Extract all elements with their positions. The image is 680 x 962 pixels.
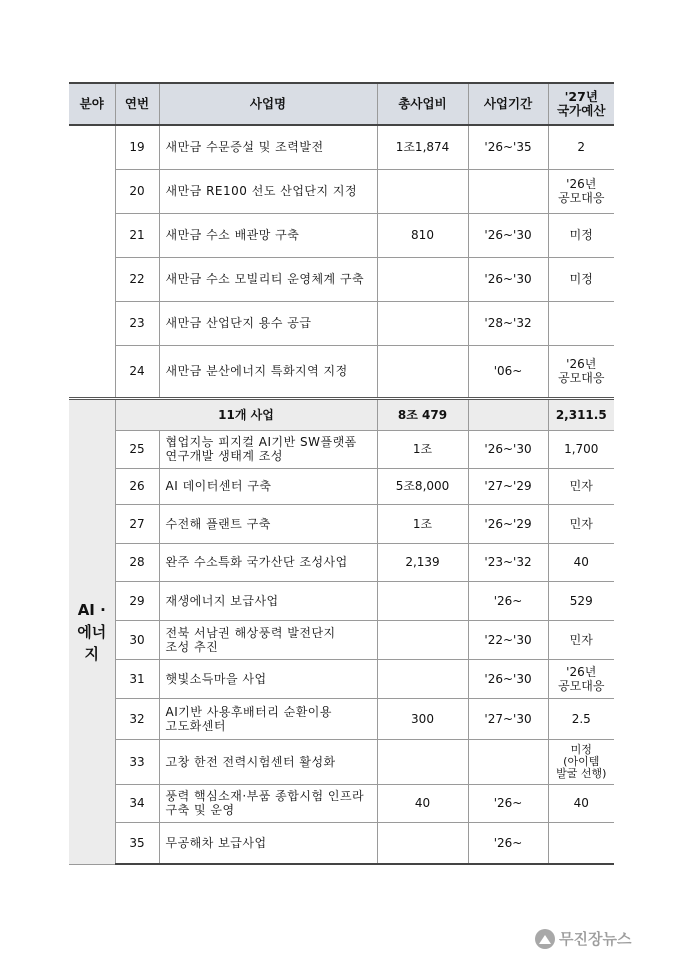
budget-cell: [548, 822, 614, 864]
cost-cell: 5조8,000: [377, 468, 468, 504]
cost-cell: 1조: [377, 430, 468, 468]
seq-cell: 30: [115, 620, 159, 659]
budget-cell: [548, 301, 614, 345]
name-cell: 재생에너지 보급사업: [159, 581, 377, 620]
period-cell: '28~'32: [468, 301, 548, 345]
name-cell: 새만금 분산에너지 특화지역 지정: [159, 345, 377, 398]
table-row: [69, 581, 614, 620]
name-cell: 새만금 수소 배관망 구축: [159, 213, 377, 257]
budget-cell: 민자: [548, 504, 614, 543]
table-row: [69, 468, 614, 504]
cost-cell: 2,139: [377, 543, 468, 581]
summary-budget: 2,311.5: [548, 398, 614, 430]
name-cell: 고창 한전 전력시험센터 활성화: [159, 739, 377, 784]
cost-cell: [377, 659, 468, 698]
period-cell: '23~'32: [468, 543, 548, 581]
table-row: [69, 620, 614, 659]
name-cell: AI기반 사용후배터리 순환이용 고도화센터: [159, 698, 377, 739]
seq-cell: 28: [115, 543, 159, 581]
cost-cell: [377, 301, 468, 345]
summary-cost: 8조 479: [377, 398, 468, 430]
cost-cell: [377, 169, 468, 213]
seq-cell: 19: [115, 125, 159, 169]
table-row: [69, 213, 614, 257]
cost-cell: 1조: [377, 504, 468, 543]
budget-cell: 40: [548, 543, 614, 581]
seq-cell: 26: [115, 468, 159, 504]
budget-cell: 1,700: [548, 430, 614, 468]
seq-cell: 29: [115, 581, 159, 620]
period-cell: [468, 169, 548, 213]
field-cell-blank: [69, 125, 115, 398]
name-cell: 새만금 산업단지 용수 공급: [159, 301, 377, 345]
cost-cell: 810: [377, 213, 468, 257]
period-cell: '26~: [468, 784, 548, 822]
name-cell: 무공해차 보급사업: [159, 822, 377, 864]
header-seq: 연번: [115, 83, 159, 125]
table-row: [69, 169, 614, 213]
summary-period: [468, 398, 548, 430]
table-row: [69, 739, 614, 784]
budget-cell: 2: [548, 125, 614, 169]
header-period: 사업기간: [468, 83, 548, 125]
table-row: [69, 784, 614, 822]
header-row: [69, 83, 614, 125]
budget-cell: 민자: [548, 468, 614, 504]
table-row: [69, 430, 614, 468]
name-cell: 풍력 핵심소재·부품 종합시험 인프라 구축 및 운영: [159, 784, 377, 822]
period-cell: '27~'29: [468, 468, 548, 504]
name-cell: 전북 서남권 해상풍력 발전단지 조성 추진: [159, 620, 377, 659]
cost-cell: [377, 620, 468, 659]
period-cell: '06~: [468, 345, 548, 398]
period-cell: '26~: [468, 822, 548, 864]
seq-cell: 21: [115, 213, 159, 257]
seq-cell: 23: [115, 301, 159, 345]
cost-cell: 40: [377, 784, 468, 822]
table-row: [69, 504, 614, 543]
cost-cell: [377, 822, 468, 864]
budget-cell: 40: [548, 784, 614, 822]
name-cell: 완주 수소특화 국가산단 조성사업: [159, 543, 377, 581]
budget-cell: 미정: [548, 213, 614, 257]
period-cell: [468, 739, 548, 784]
seq-cell: 32: [115, 698, 159, 739]
name-cell: 수전해 플랜트 구축: [159, 504, 377, 543]
seq-cell: 34: [115, 784, 159, 822]
period-cell: '27~'30: [468, 698, 548, 739]
period-cell: '26~'30: [468, 430, 548, 468]
table-row: [69, 698, 614, 739]
cost-cell: [377, 581, 468, 620]
seq-cell: 22: [115, 257, 159, 301]
name-cell: 새만금 RE100 선도 산업단지 지정: [159, 169, 377, 213]
project-table: [69, 82, 614, 865]
cost-cell: 1조1,874: [377, 125, 468, 169]
summary-label: 11개 사업: [115, 398, 377, 430]
table-row: [69, 301, 614, 345]
cost-cell: [377, 739, 468, 784]
name-cell: AI 데이터센터 구축: [159, 468, 377, 504]
table-row: [69, 345, 614, 398]
budget-cell: '26년 공모대응: [548, 169, 614, 213]
watermark-text: 무진장뉴스: [559, 930, 632, 948]
period-cell: '26~'35: [468, 125, 548, 169]
summary-row: [69, 398, 614, 430]
period-cell: '26~'30: [468, 213, 548, 257]
field-cell-ai-energy: AI · 에너지: [69, 398, 115, 864]
seq-cell: 24: [115, 345, 159, 398]
table-row: [69, 659, 614, 698]
seq-cell: 33: [115, 739, 159, 784]
budget-cell: 529: [548, 581, 614, 620]
seq-cell: 25: [115, 430, 159, 468]
cost-cell: [377, 257, 468, 301]
name-cell: 새만금 수문증설 및 조력발전: [159, 125, 377, 169]
header-field: 분야: [69, 83, 115, 125]
header-budget: '27년 국가예산: [548, 83, 614, 125]
table-row: [69, 543, 614, 581]
table-row: [69, 257, 614, 301]
period-cell: '26~'30: [468, 659, 548, 698]
name-cell: 햇빛소득마을 사업: [159, 659, 377, 698]
period-cell: '26~: [468, 581, 548, 620]
budget-cell: '26년 공모대응: [548, 659, 614, 698]
seq-cell: 20: [115, 169, 159, 213]
mountain-logo-icon: [535, 929, 555, 949]
table-row: [69, 125, 614, 169]
cost-cell: 300: [377, 698, 468, 739]
seq-cell: 27: [115, 504, 159, 543]
watermark: [535, 928, 631, 949]
period-cell: '26~'30: [468, 257, 548, 301]
period-cell: '26~'29: [468, 504, 548, 543]
budget-cell: 2.5: [548, 698, 614, 739]
budget-cell: 민자: [548, 620, 614, 659]
name-cell: 협업지능 피지컬 AI기반 SW플랫폼 연구개발 생태계 조성: [159, 430, 377, 468]
table-row: [69, 822, 614, 864]
budget-cell: 미정 (아이템 발굴 선행): [548, 739, 614, 784]
budget-cell: 미정: [548, 257, 614, 301]
budget-cell: '26년 공모대응: [548, 345, 614, 398]
seq-cell: 31: [115, 659, 159, 698]
seq-cell: 35: [115, 822, 159, 864]
period-cell: '22~'30: [468, 620, 548, 659]
header-cost: 총사업비: [377, 83, 468, 125]
header-name: 사업명: [159, 83, 377, 125]
cost-cell: [377, 345, 468, 398]
name-cell: 새만금 수소 모빌리티 운영체계 구축: [159, 257, 377, 301]
